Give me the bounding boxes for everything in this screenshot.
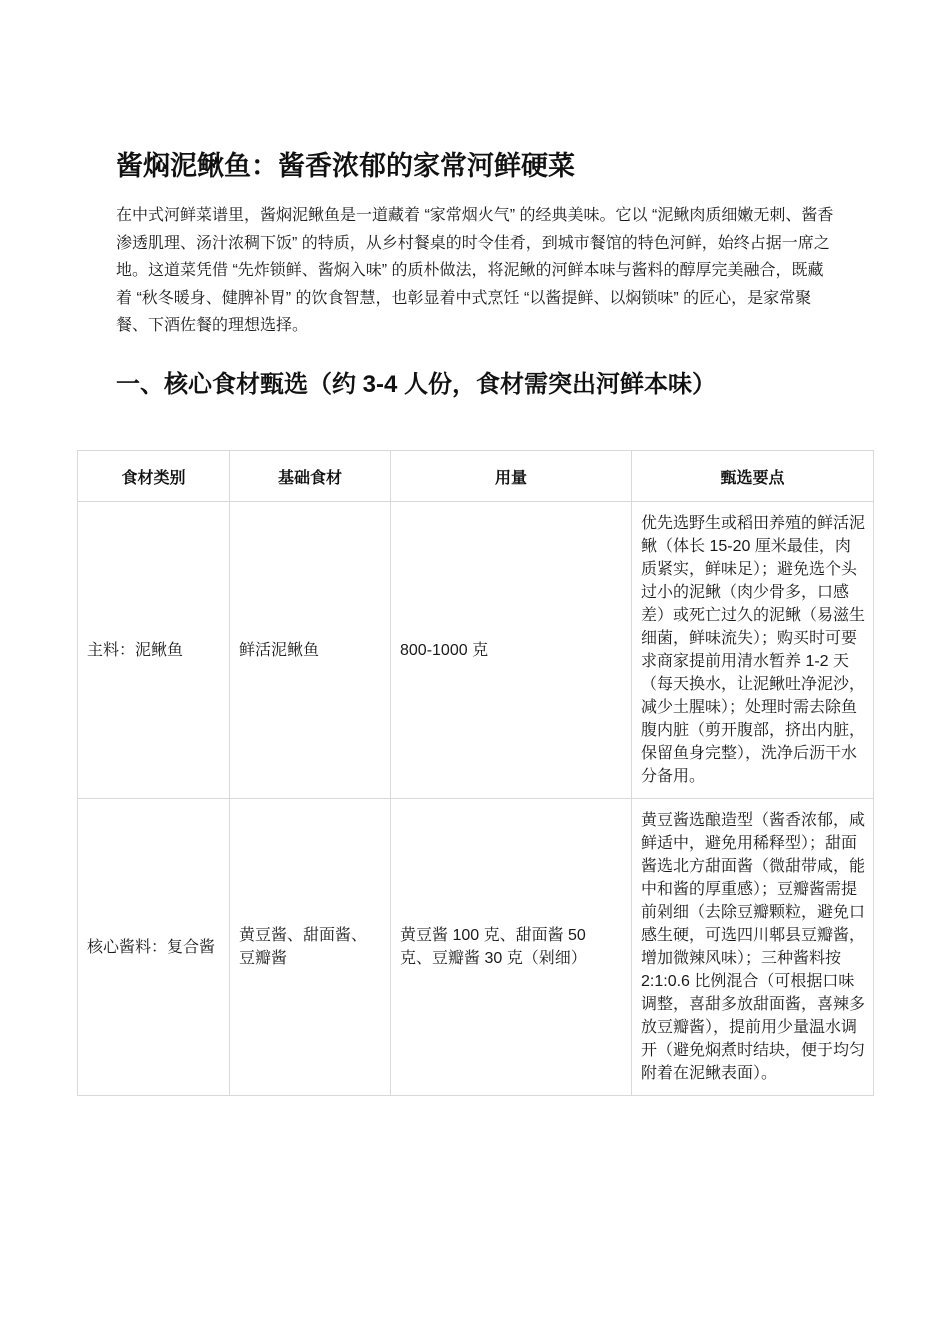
header-amount: 用量	[391, 451, 632, 502]
header-category: 食材类别	[78, 451, 230, 502]
header-ingredient: 基础食材	[230, 451, 391, 502]
table-header-row	[78, 451, 874, 502]
cell-tips: 优先选野生或稻田养殖的鲜活泥鳅（体长 15-20 厘米最佳，肉质紧实，鲜味足）；避免选个头过小的泥鳅（肉少骨多，口感差）或死亡过久的泥鳅（易滋生细菌，鲜味流失）；购买时可要求商家提前用清水暂养 1-2 天（每天换水，让泥鳅吐净泥沙，减少土腥味）；处理时需去除鱼腹内脏（剪开腹部，挤出内脏，保留鱼身完整），洗净后沥干水分备用。	[632, 502, 874, 799]
section-heading: 一、核心食材甄选（约 3-4 人份，食材需突出河鲜本味）	[116, 371, 717, 398]
ingredient-table	[77, 450, 874, 1096]
header-tips: 甄选要点	[632, 451, 874, 502]
table-row	[78, 799, 874, 1096]
cell-category: 主料：泥鳅鱼	[78, 502, 230, 799]
cell-amount: 800-1000 克	[391, 502, 632, 799]
cell-category: 核心酱料：复合酱	[78, 799, 230, 1096]
intro-paragraph: 在中式河鲜菜谱里，酱焖泥鳅鱼是一道藏着 “家常烟火气” 的经典美味。它以 “泥鳅肉质细嫩无刺、酱香渗透肌理、汤汁浓稠下饭” 的特质，从乡村餐桌的时令佳肴，到城市餐馆的特色河鲜，始终占据一席之地。这道菜凭借 “先炸锁鲜、酱焖入味” 的质朴做法，将泥鳅的河鲜本味与酱料的醇厚完美融合，既藏着 “秋冬暖身、健脾补胃” 的饮食智慧，也彰显着中式烹饪 “以酱提鲜、以焖锁味” 的匠心，是家常聚餐、下酒佐餐的理想选择。	[116, 207, 834, 334]
cell-amount: 黄豆酱 100 克、甜面酱 50 克、豆瓣酱 30 克（剁细）	[391, 799, 632, 1096]
cell-tips: 黄豆酱选酿造型（酱香浓郁，咸鲜适中，避免用稀释型）；甜面酱选北方甜面酱（微甜带咸，能中和酱的厚重感）；豆瓣酱需提前剁细（去除豆瓣颗粒，避免口感生硬，可选四川郫县豆瓣酱，增加微辣风味）；三种酱料按 2:1:0.6 比例混合（可根据口味调整，喜甜多放甜面酱，喜辣多放豆瓣酱），提前用少量温水调开（避免焖煮时结块，便于均匀附着在泥鳅表面）。	[632, 799, 874, 1096]
table-row	[78, 502, 874, 799]
cell-ingredient: 鲜活泥鳅鱼	[230, 502, 391, 799]
page-title: 酱焖泥鳅鱼：酱香浓郁的家常河鲜硬菜	[116, 151, 575, 181]
cell-ingredient: 黄豆酱、甜面酱、豆瓣酱	[230, 799, 391, 1096]
